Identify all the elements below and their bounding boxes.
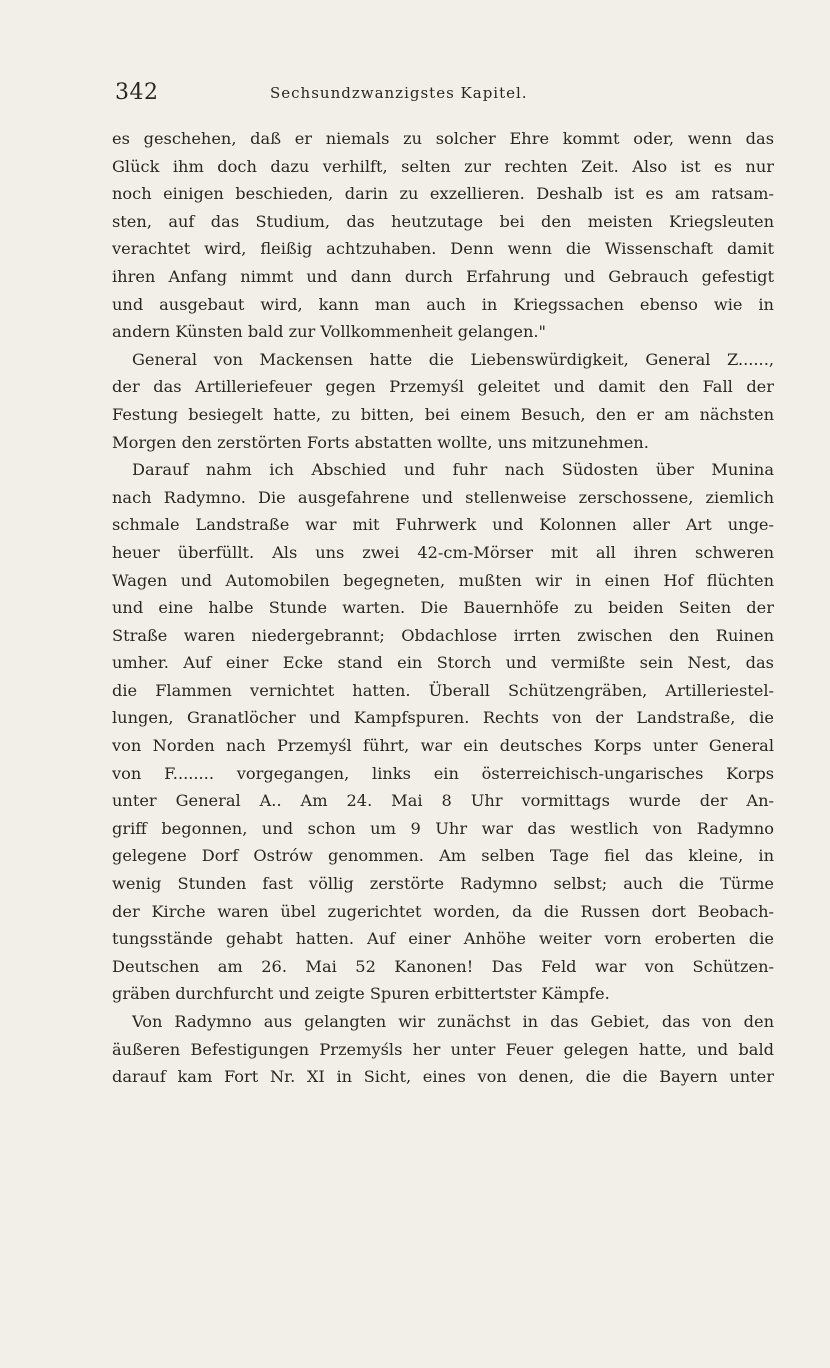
text-line: heuer überfüllt. Als uns zwei 42-cm-Mörser mit all ihren schweren [112,542,774,562]
text-line: General von Mackensen hatte die Liebenswürdigkeit, General Z......, [132,349,774,369]
text-line: und ausgebaut wird, kann man auch in Kriegssachen ebenso wie in [112,294,774,314]
text-line: der Kirche waren übel zugerichtet worden, da die Russen dort Beobach- [112,901,774,921]
text-line: Darauf nahm ich Abschied und fuhr nach Südosten über Munina [132,460,774,480]
running-head: Sechsundzwanzigstes Kapitel. [270,84,528,102]
text-line: gelegene Dorf Ostrów genommen. Am selben Tage fiel das kleine, in [112,846,774,866]
text-line: sten, auf das Studium, das heutzutage bei den meisten Kriegsleuten [112,211,774,231]
text-line: schmale Landstraße war mit Fuhrwerk und Kolonnen aller Art unge- [112,515,774,535]
text-line: äußeren Befestigungen Przemyśls her unter Feuer gelegen hatte, und bald [112,1039,774,1059]
text-line: Morgen den zerstörten Forts abstatten wollte, uns mitzunehmen. [112,432,649,452]
text-line: Straße waren niedergebrannt; Obdachlose irrten zwischen den Ruinen [112,625,774,645]
text-line: unter General A.. Am 24. Mai 8 Uhr vormittags wurde der An- [112,791,774,811]
text-line: gräben durchfurcht und zeigte Spuren erbittertster Kämpfe. [112,984,610,1004]
body-text [112,125,774,1091]
text-line: griff begonnen, und schon um 9 Uhr war das westlich von Radymno [112,818,774,838]
page-header [110,78,770,108]
text-line: Deutschen am 26. Mai 52 Kanonen! Das Feld war von Schützen- [112,956,774,976]
text-line: ihren Anfang nimmt und dann durch Erfahrung und Gebrauch gefestigt [112,266,774,286]
text-line: verachtet wird, fleißig achtzuhaben. Denn wenn die Wissenschaft damit [112,239,774,259]
text-line: noch einigen beschieden, darin zu exzellieren. Deshalb ist es am ratsam- [112,184,774,204]
text-line: und eine halbe Stunde warten. Die Bauernhöfe zu beiden Seiten der [112,598,774,618]
text-line: von F........ vorgegangen, links ein österreichisch-ungarisches Korps [112,763,774,783]
text-line: wenig Stunden fast völlig zerstörte Radymno selbst; auch die Türme [112,874,774,894]
text-line: Von Radymno aus gelangten wir zunächst in das Gebiet, das von den [132,1012,774,1031]
text-line: von Norden nach Przemyśl führt, war ein deutsches Korps unter General [112,736,774,756]
text-line: tungsstände gehabt hatten. Auf einer Anhöhe weiter vorn eroberten die [112,929,774,949]
page-number: 342 [115,80,159,105]
text-line: Festung besiegelt hatte, zu bitten, bei einem Besuch, den er am nächsten [112,404,774,424]
text-line: lungen, Granatlöcher und Kampfspuren. Rechts von der Landstraße, die [112,708,774,728]
text-line: umher. Auf einer Ecke stand ein Storch und vermißte sein Nest, das [112,653,774,673]
text-line: der das Artilleriefeuer gegen Przemyśl geleitet und damit den Fall der [112,377,774,397]
text-line: nach Radymno. Die ausgefahrene und stellenweise zerschossene, ziemlich [112,487,774,507]
text-line: es geschehen, daß er niemals zu solcher Ehre kommt oder, wenn das [112,129,774,148]
text-line: Glück ihm doch dazu verhilft, selten zur rechten Zeit. Also ist es nur [112,156,774,176]
text-line: andern Künsten bald zur Vollkommenheit gelangen." [112,322,546,342]
text-line: die Flammen vernichtet hatten. Überall Schützengräben, Artilleriestel- [112,680,774,700]
text-line: darauf kam Fort Nr. XI in Sicht, eines von denen, die die Bayern unter [112,1067,774,1087]
text-line: Wagen und Automobilen begegneten, mußten wir in einen Hof flüchten [112,570,774,590]
